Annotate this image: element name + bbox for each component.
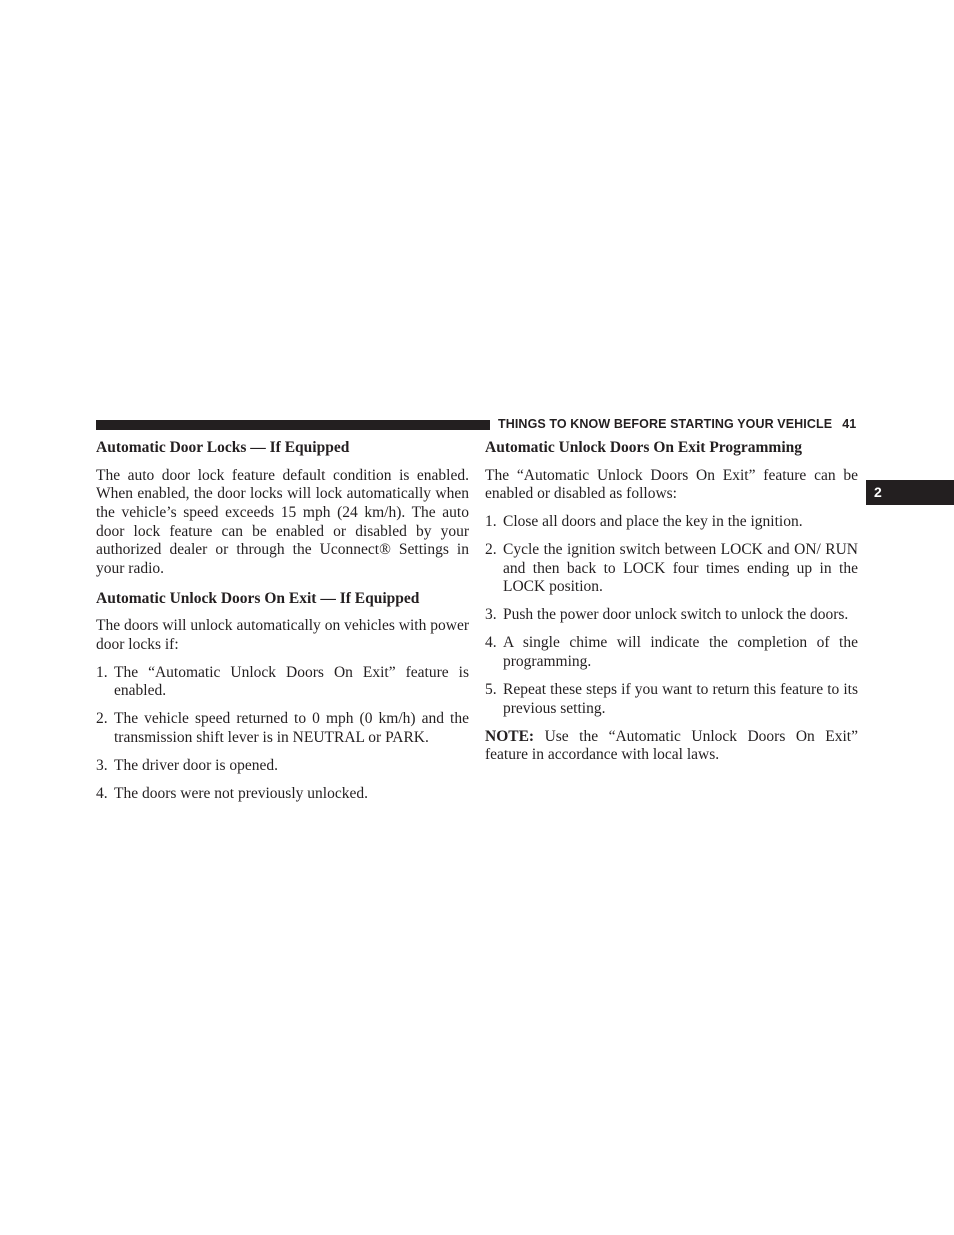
list-number: 3.: [485, 606, 497, 624]
list-text: Close all doors and place the key in the ignition.: [503, 512, 803, 530]
left-column: [96, 437, 469, 813]
list-number: 3.: [96, 757, 108, 775]
list-text: The “Automatic Unlock Doors On Exit” feature is enabled.: [114, 663, 469, 700]
list-text: The driver door is opened.: [114, 757, 278, 775]
list-item: [485, 681, 858, 718]
list-number: 4.: [96, 785, 108, 803]
note-paragraph: [485, 728, 858, 765]
list-item: [485, 606, 858, 625]
list-number: 5.: [485, 681, 497, 699]
list-item: [485, 513, 858, 532]
note-text: Use the “Automatic Unlock Doors On Exit” feature in accordance with local laws.: [485, 727, 858, 764]
list-item: [485, 634, 858, 671]
header-rule: [96, 420, 490, 430]
list-text: Cycle the ignition switch between LOCK and ON/ RUN and then back to LOCK four times ending up in the LOCK position.: [503, 540, 858, 596]
heading-unlock-doors-on-exit: Automatic Unlock Doors On Exit — If Equipped: [96, 589, 420, 607]
programming-steps-list: [485, 513, 858, 719]
heading-programming: Automatic Unlock Doors On Exit Programming: [485, 439, 803, 456]
list-item: [96, 664, 469, 701]
list-number: 2.: [96, 710, 108, 728]
page-number: 41: [842, 417, 857, 431]
paragraph-programming-intro: The “Automatic Unlock Doors On Exit” feature can be enabled or disabled as follows:: [485, 466, 858, 503]
list-number: 1.: [96, 663, 108, 681]
unlock-conditions-list: [96, 664, 469, 804]
list-number: 2.: [485, 540, 497, 558]
heading-automatic-door-locks: Automatic Door Locks — If Equipped: [96, 439, 350, 456]
note-label: NOTE:: [485, 727, 535, 745]
chapter-tab: 2: [866, 480, 954, 505]
list-text: A single chime will indicate the completion of the programming.: [503, 634, 858, 671]
list-item: [96, 785, 469, 804]
list-number: 4.: [485, 634, 497, 652]
running-header: [498, 417, 856, 431]
list-item: [96, 710, 469, 747]
section-title: THINGS TO KNOW BEFORE STARTING YOUR VEHICLE: [498, 417, 833, 431]
list-text: Push the power door unlock switch to unlock the doors.: [503, 606, 849, 624]
paragraph-auto-door-lock: The auto door lock feature default condition is enabled. When enabled, the door locks will lock automatically when the vehicle’s speed exceeds 15 mph (24 km/h). The auto door lock feature can be enabled or disabled by your authorized dealer or through the Uconnect® Settings in your radio.: [96, 466, 469, 578]
right-column: [485, 437, 858, 774]
list-item: [485, 541, 858, 597]
list-text: The doors were not previously unlocked.: [114, 785, 368, 803]
list-item: [96, 757, 469, 776]
list-text: Repeat these steps if you want to return this feature to its previous setting.: [503, 681, 858, 717]
list-number: 1.: [485, 512, 497, 530]
list-text: The vehicle speed returned to 0 mph (0 km/h) and the transmission shift lever is in NEUTRAL or PARK.: [114, 710, 469, 747]
paragraph-unlock-conditions: The doors will unlock automatically on vehicles with power door locks if:: [96, 617, 469, 653]
